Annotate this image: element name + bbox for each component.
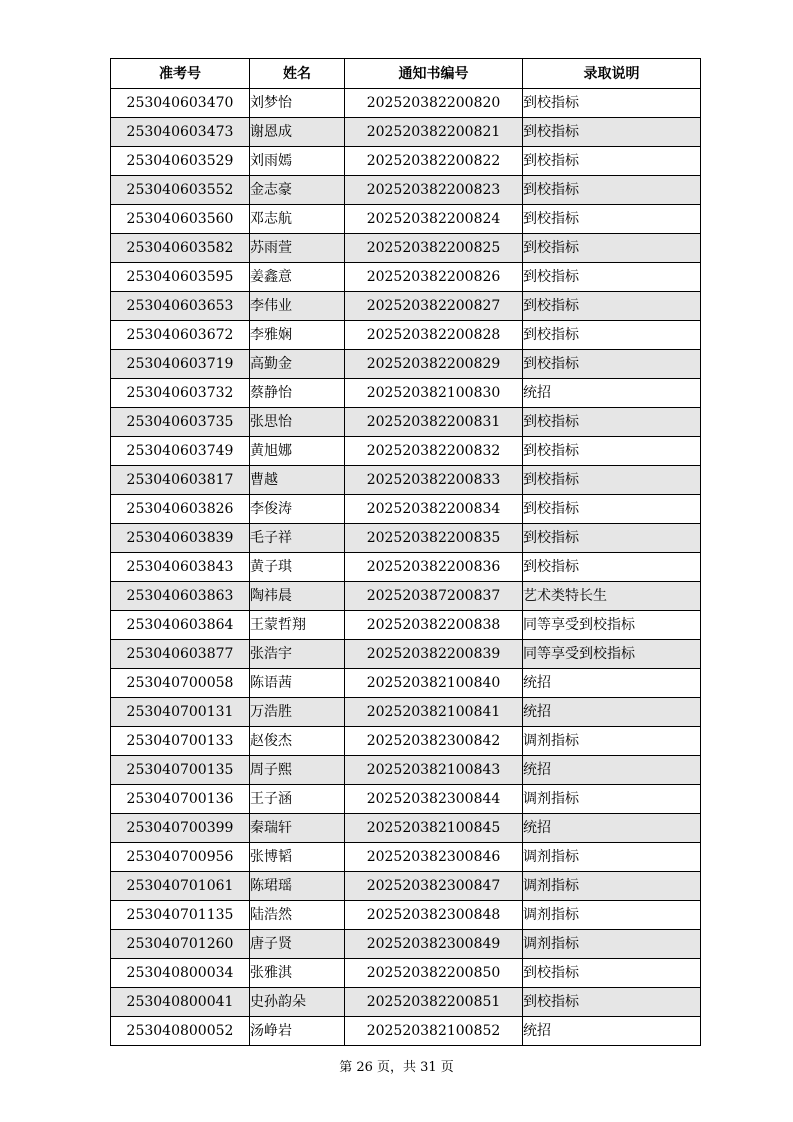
table-row	[111, 930, 701, 959]
table-row	[111, 466, 701, 495]
admission-note-cell: 调剂指标	[523, 872, 701, 901]
admission-note-cell: 统招	[523, 1017, 701, 1046]
student-name-cell: 金志豪	[250, 176, 345, 205]
table-row	[111, 263, 701, 292]
exam-number-cell: 253040700956	[111, 843, 250, 872]
admission-note-cell: 调剂指标	[523, 901, 701, 930]
admission-table	[110, 58, 701, 1046]
admission-note-cell: 到校指标	[523, 292, 701, 321]
admission-note-cell: 到校指标	[523, 350, 701, 379]
admission-note-cell: 到校指标	[523, 959, 701, 988]
student-name-cell: 李俊涛	[250, 495, 345, 524]
student-name-cell: 李伟业	[250, 292, 345, 321]
notice-number-cell: 202520382200827	[345, 292, 523, 321]
student-name-cell: 张浩宇	[250, 640, 345, 669]
table-row	[111, 89, 701, 118]
student-name-cell: 陈珺瑶	[250, 872, 345, 901]
exam-number-cell: 253040700399	[111, 814, 250, 843]
notice-number-cell: 202520382100845	[345, 814, 523, 843]
header-name: 姓名	[250, 59, 345, 89]
exam-number-cell: 253040603672	[111, 321, 250, 350]
student-name-cell: 邓志航	[250, 205, 345, 234]
table-row	[111, 698, 701, 727]
exam-number-cell: 253040603470	[111, 89, 250, 118]
exam-number-cell: 253040603719	[111, 350, 250, 379]
admission-note-cell: 到校指标	[523, 524, 701, 553]
notice-number-cell: 202520382100852	[345, 1017, 523, 1046]
admission-note-cell: 统招	[523, 669, 701, 698]
exam-number-cell: 253040603863	[111, 582, 250, 611]
exam-number-cell: 253040701135	[111, 901, 250, 930]
student-name-cell: 周子熙	[250, 756, 345, 785]
student-name-cell: 曹越	[250, 466, 345, 495]
admission-note-cell: 到校指标	[523, 437, 701, 466]
notice-number-cell: 202520382200828	[345, 321, 523, 350]
admission-note-cell: 同等享受到校指标	[523, 640, 701, 669]
table-row	[111, 553, 701, 582]
table-row	[111, 524, 701, 553]
page-number: 第 26 页，共 31 页	[339, 1060, 454, 1075]
table-row	[111, 785, 701, 814]
notice-number-cell: 202520382200831	[345, 408, 523, 437]
exam-number-cell: 253040800034	[111, 959, 250, 988]
admission-note-cell: 统招	[523, 814, 701, 843]
table-row	[111, 901, 701, 930]
student-name-cell: 赵俊杰	[250, 727, 345, 756]
exam-number-cell: 253040700058	[111, 669, 250, 698]
exam-number-cell: 253040603839	[111, 524, 250, 553]
notice-number-cell: 202520382200824	[345, 205, 523, 234]
notice-number-cell: 202520382200835	[345, 524, 523, 553]
admission-note-cell: 同等享受到校指标	[523, 611, 701, 640]
admission-note-cell: 到校指标	[523, 89, 701, 118]
notice-number-cell: 202520382200833	[345, 466, 523, 495]
notice-number-cell: 202520382300846	[345, 843, 523, 872]
notice-number-cell: 202520382200836	[345, 553, 523, 582]
exam-number-cell: 253040603749	[111, 437, 250, 466]
admission-note-cell: 到校指标	[523, 466, 701, 495]
table-header	[111, 59, 701, 89]
student-name-cell: 唐子贤	[250, 930, 345, 959]
admission-note-cell: 统招	[523, 698, 701, 727]
notice-number-cell: 202520382200850	[345, 959, 523, 988]
table-row	[111, 379, 701, 408]
table-row	[111, 756, 701, 785]
exam-number-cell: 253040701260	[111, 930, 250, 959]
table-row	[111, 321, 701, 350]
table-row	[111, 669, 701, 698]
admission-note-cell: 到校指标	[523, 321, 701, 350]
exam-number-cell: 253040603582	[111, 234, 250, 263]
admission-note-cell: 统招	[523, 379, 701, 408]
notice-number-cell: 202520382200834	[345, 495, 523, 524]
student-name-cell: 张博韬	[250, 843, 345, 872]
student-name-cell: 黄子琪	[250, 553, 345, 582]
table-row	[111, 118, 701, 147]
student-name-cell: 陈语茜	[250, 669, 345, 698]
admission-note-cell: 到校指标	[523, 553, 701, 582]
notice-number-cell: 202520382200825	[345, 234, 523, 263]
exam-number-cell: 253040700133	[111, 727, 250, 756]
notice-number-cell: 202520382300849	[345, 930, 523, 959]
notice-number-cell: 202520382100830	[345, 379, 523, 408]
table-row	[111, 582, 701, 611]
admission-note-cell: 统招	[523, 756, 701, 785]
exam-number-cell: 253040700135	[111, 756, 250, 785]
student-name-cell: 李雅娴	[250, 321, 345, 350]
exam-number-cell: 253040700136	[111, 785, 250, 814]
table-row	[111, 988, 701, 1017]
admission-note-cell: 到校指标	[523, 263, 701, 292]
table-row	[111, 640, 701, 669]
table-row	[111, 234, 701, 263]
student-name-cell: 陆浩然	[250, 901, 345, 930]
student-name-cell: 姜鑫意	[250, 263, 345, 292]
notice-number-cell: 202520387200837	[345, 582, 523, 611]
notice-number-cell: 202520382100843	[345, 756, 523, 785]
admission-note-cell: 到校指标	[523, 147, 701, 176]
exam-number-cell: 253040603864	[111, 611, 250, 640]
admission-note-cell: 调剂指标	[523, 930, 701, 959]
exam-number-cell: 253040603817	[111, 466, 250, 495]
table-row	[111, 611, 701, 640]
exam-number-cell: 253040603560	[111, 205, 250, 234]
table-row	[111, 205, 701, 234]
table-row	[111, 959, 701, 988]
table-row	[111, 814, 701, 843]
notice-number-cell: 202520382200826	[345, 263, 523, 292]
admission-note-cell: 到校指标	[523, 234, 701, 263]
header-row	[111, 59, 701, 89]
exam-number-cell: 253040603529	[111, 147, 250, 176]
header-admission-note: 录取说明	[523, 59, 701, 89]
admission-note-cell: 到校指标	[523, 408, 701, 437]
table-body	[111, 89, 701, 1046]
exam-number-cell: 253040603732	[111, 379, 250, 408]
table-row	[111, 495, 701, 524]
notice-number-cell: 202520382200823	[345, 176, 523, 205]
table-row	[111, 408, 701, 437]
student-name-cell: 陶祎晨	[250, 582, 345, 611]
header-notice-number: 通知书编号	[345, 59, 523, 89]
notice-number-cell: 202520382200829	[345, 350, 523, 379]
notice-number-cell: 202520382200839	[345, 640, 523, 669]
student-name-cell: 高勤金	[250, 350, 345, 379]
admission-note-cell: 到校指标	[523, 205, 701, 234]
table-row	[111, 350, 701, 379]
admission-note-cell: 调剂指标	[523, 843, 701, 872]
student-name-cell: 刘雨嫣	[250, 147, 345, 176]
notice-number-cell: 202520382100841	[345, 698, 523, 727]
admission-note-cell: 到校指标	[523, 988, 701, 1017]
notice-number-cell: 202520382300844	[345, 785, 523, 814]
exam-number-cell: 253040700131	[111, 698, 250, 727]
header-exam-number: 准考号	[111, 59, 250, 89]
student-name-cell: 毛子祥	[250, 524, 345, 553]
student-name-cell: 王蒙哲翔	[250, 611, 345, 640]
student-name-cell: 史孙韵朵	[250, 988, 345, 1017]
student-name-cell: 万浩胜	[250, 698, 345, 727]
admission-note-cell: 到校指标	[523, 495, 701, 524]
exam-number-cell: 253040603843	[111, 553, 250, 582]
notice-number-cell: 202520382300842	[345, 727, 523, 756]
notice-number-cell: 202520382100840	[345, 669, 523, 698]
exam-number-cell: 253040603473	[111, 118, 250, 147]
exam-number-cell: 253040603552	[111, 176, 250, 205]
table-row	[111, 727, 701, 756]
admission-note-cell: 调剂指标	[523, 727, 701, 756]
notice-number-cell: 202520382200821	[345, 118, 523, 147]
student-name-cell: 蔡静怡	[250, 379, 345, 408]
student-name-cell: 黄旭娜	[250, 437, 345, 466]
notice-number-cell: 202520382200838	[345, 611, 523, 640]
exam-number-cell: 253040701061	[111, 872, 250, 901]
exam-number-cell: 253040603877	[111, 640, 250, 669]
table-row	[111, 872, 701, 901]
student-name-cell: 刘梦怡	[250, 89, 345, 118]
student-name-cell: 张思怡	[250, 408, 345, 437]
notice-number-cell: 202520382200822	[345, 147, 523, 176]
exam-number-cell: 253040603595	[111, 263, 250, 292]
exam-number-cell: 253040603826	[111, 495, 250, 524]
admission-note-cell: 艺术类特长生	[523, 582, 701, 611]
student-name-cell: 张雅淇	[250, 959, 345, 988]
admission-note-cell: 到校指标	[523, 176, 701, 205]
admission-note-cell: 调剂指标	[523, 785, 701, 814]
table-row	[111, 292, 701, 321]
notice-number-cell: 202520382200832	[345, 437, 523, 466]
student-name-cell: 谢恩成	[250, 118, 345, 147]
exam-number-cell: 253040800052	[111, 1017, 250, 1046]
student-name-cell: 秦瑞轩	[250, 814, 345, 843]
notice-number-cell: 202520382300847	[345, 872, 523, 901]
exam-number-cell: 253040603653	[111, 292, 250, 321]
student-name-cell: 苏雨萱	[250, 234, 345, 263]
table-row	[111, 437, 701, 466]
exam-number-cell: 253040800041	[111, 988, 250, 1017]
notice-number-cell: 202520382300848	[345, 901, 523, 930]
table-row	[111, 1017, 701, 1046]
student-name-cell: 汤峥岩	[250, 1017, 345, 1046]
exam-number-cell: 253040603735	[111, 408, 250, 437]
notice-number-cell: 202520382200820	[345, 89, 523, 118]
admission-note-cell: 到校指标	[523, 118, 701, 147]
table-row	[111, 843, 701, 872]
table-row	[111, 147, 701, 176]
notice-number-cell: 202520382200851	[345, 988, 523, 1017]
table-row	[111, 176, 701, 205]
student-name-cell: 王子涵	[250, 785, 345, 814]
